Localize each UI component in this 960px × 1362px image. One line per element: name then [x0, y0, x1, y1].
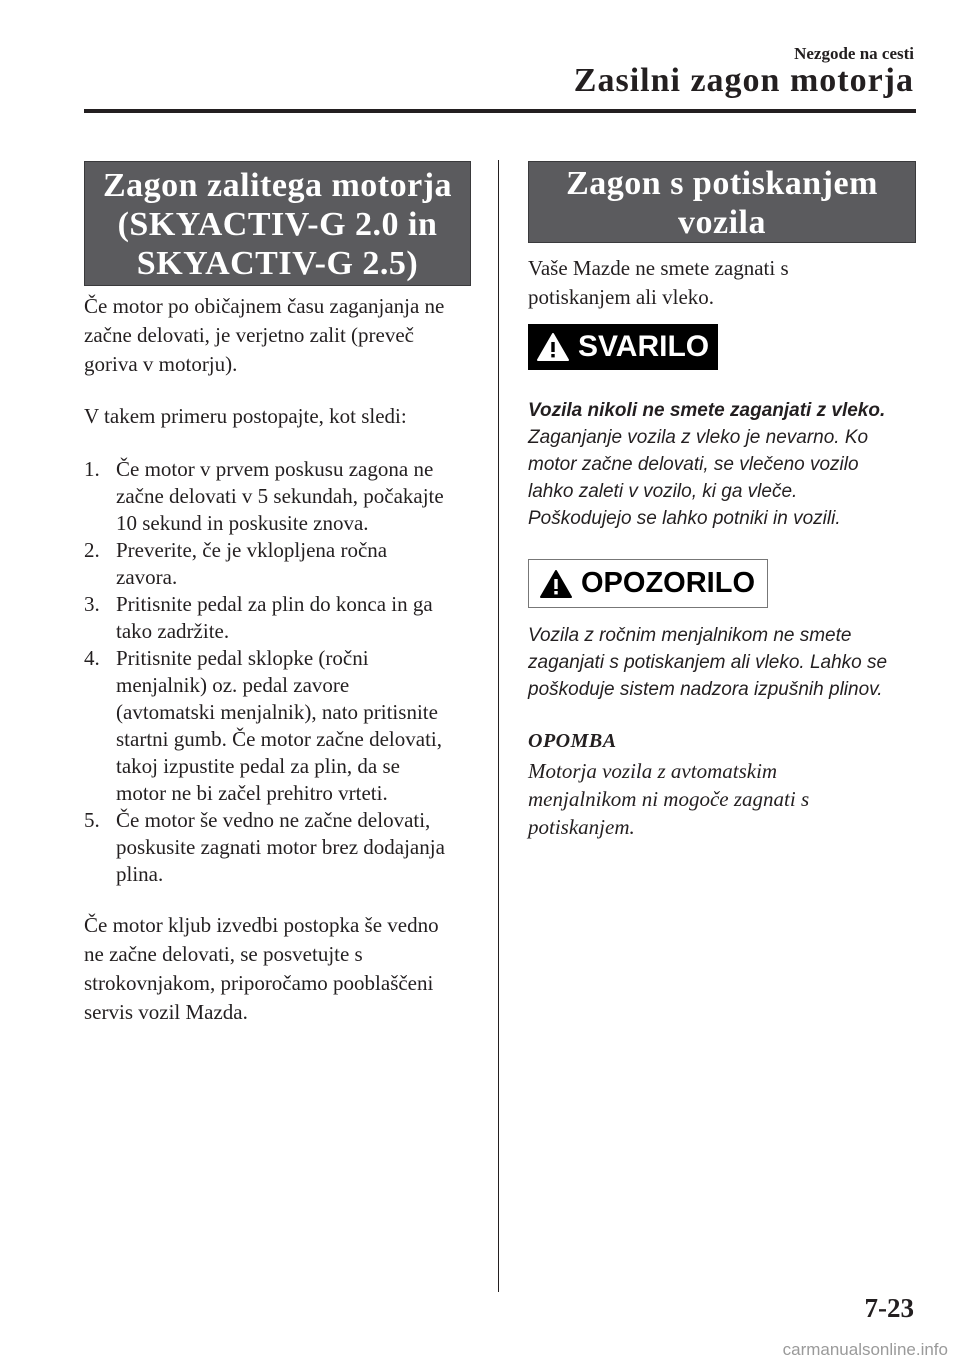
text-line: Preverite, če je vklopljena ročna: [116, 538, 388, 562]
text-line: Vozila z ročnim menjalnikom ne smete: [528, 625, 852, 646]
caution-badge: [528, 559, 768, 608]
step-number: 2.: [84, 538, 100, 562]
warning-text: [528, 397, 918, 532]
step-item: [84, 591, 484, 645]
text-line: takoj izpustite pedal za plin, da se: [116, 754, 400, 778]
page-title: Zasilni zagon motorja: [573, 62, 914, 99]
warning-bold-line: Vozila nikoli ne smete zaganjati z vleko.: [528, 400, 886, 421]
step-item: [84, 807, 484, 888]
text-line: startni gumb. Če motor začne delovati,: [116, 727, 442, 751]
text-line: potiskanjem ali vleko.: [528, 285, 715, 309]
text-line: ne začne delovati, se posvetujte s: [84, 942, 363, 966]
step-number: 3.: [84, 592, 100, 616]
text-line: plina.: [116, 862, 164, 886]
heading-line: Zagon zalitega motorja: [102, 167, 453, 204]
text-line: poškoduje sistem nadzora izpušnih plinov.: [528, 679, 883, 700]
heading-line: vozila: [678, 204, 766, 241]
text-line: strokovnjakom, priporočamo pooblaščeni: [84, 971, 434, 995]
text-line: Če motor v prvem poskusu zagona ne: [116, 457, 434, 481]
text-line: tako zadržite.: [116, 619, 230, 643]
text-line: goriva v motorju).: [84, 352, 238, 376]
text-line: 10 sekund in poskusite znova.: [116, 511, 369, 535]
text-line: menjalnikom ni mogoče zagnati s: [528, 787, 810, 811]
text-line: Motorja vozila z avtomatskim: [528, 759, 778, 783]
step-number: 4.: [84, 646, 100, 670]
text-line: Če motor še vedno ne začne delovati,: [116, 808, 431, 832]
text-line: Če motor po običajnem času zaganjanja ne: [84, 294, 445, 318]
step-item: [84, 456, 484, 537]
step-number: 1.: [84, 457, 100, 481]
text-line: Poškodujejo se lahko potniki in vozili.: [528, 508, 841, 529]
text-line: potiskanjem.: [528, 815, 635, 839]
procedure-steps: [84, 456, 484, 888]
text-line: Pritisnite pedal za plin do konca in ga: [116, 592, 433, 616]
left-intro: [84, 292, 484, 379]
heading-line: SKYACTIV-G 2.5): [136, 245, 419, 282]
text-line: motor začne delovati, se vlečeno vozilo: [528, 454, 859, 475]
header-rule: [84, 109, 916, 113]
text-line: začne delovati v 5 sekundah, počakajte: [116, 484, 444, 508]
header-section: Nezgode na cesti: [794, 44, 914, 63]
note-text: [528, 757, 908, 841]
text-line: Če motor kljub izvedbi postopka še vedno: [84, 913, 439, 937]
text-line: poskusite zagnati motor brez dodajanja: [116, 835, 445, 859]
warning-badge: [528, 324, 718, 370]
right-section-heading: [528, 161, 916, 243]
caution-text: [528, 622, 918, 703]
heading-line: Zagon s potiskanjem: [566, 165, 878, 202]
heading-line: (SKYACTIV-G 2.0 in: [117, 206, 438, 243]
warning-triangle-icon: [536, 332, 570, 362]
warning-label: SVARILO: [578, 330, 710, 363]
right-intro: [528, 254, 918, 312]
text-line: motor ne bi začel prehitro vrteti.: [116, 781, 388, 805]
text-line: (avtomatski menjalnik), nato pritisnite: [116, 700, 438, 724]
left-section-heading: [84, 161, 471, 286]
column-divider: [498, 160, 499, 1292]
text-line: servis vozil Mazda.: [84, 1000, 248, 1024]
text-line: menjalnik) oz. pedal zavore: [116, 673, 350, 697]
caution-label: OPOZORILO: [581, 567, 755, 599]
text-line: Vaše Mazde ne smete zagnati s: [528, 256, 789, 280]
step-item: [84, 645, 484, 807]
text-line: zaganjati s potiskanjem ali vleko. Lahko se: [528, 652, 888, 673]
text-line: Zaganjanje vozila z vleko je nevarno. Ko: [528, 427, 869, 448]
text-line: začne delovati, je verjetno zalit (preveč: [84, 323, 414, 347]
watermark: carmanualsonline.info: [782, 1340, 948, 1359]
left-lead: V takem primeru postopajte, kot sledi:: [84, 404, 407, 428]
note-label: OPOMBA: [528, 730, 617, 752]
warning-triangle-icon: [539, 569, 573, 599]
text-line: Pritisnite pedal sklopke (ročni: [116, 646, 369, 670]
step-number: 5.: [84, 808, 100, 832]
text-line: zavora.: [116, 565, 178, 589]
left-outro: [84, 911, 484, 1027]
page-number: 7-23: [864, 1293, 914, 1323]
step-item: [84, 537, 484, 591]
text-line: lahko zaleti v vozilo, ki ga vleče.: [528, 481, 798, 502]
